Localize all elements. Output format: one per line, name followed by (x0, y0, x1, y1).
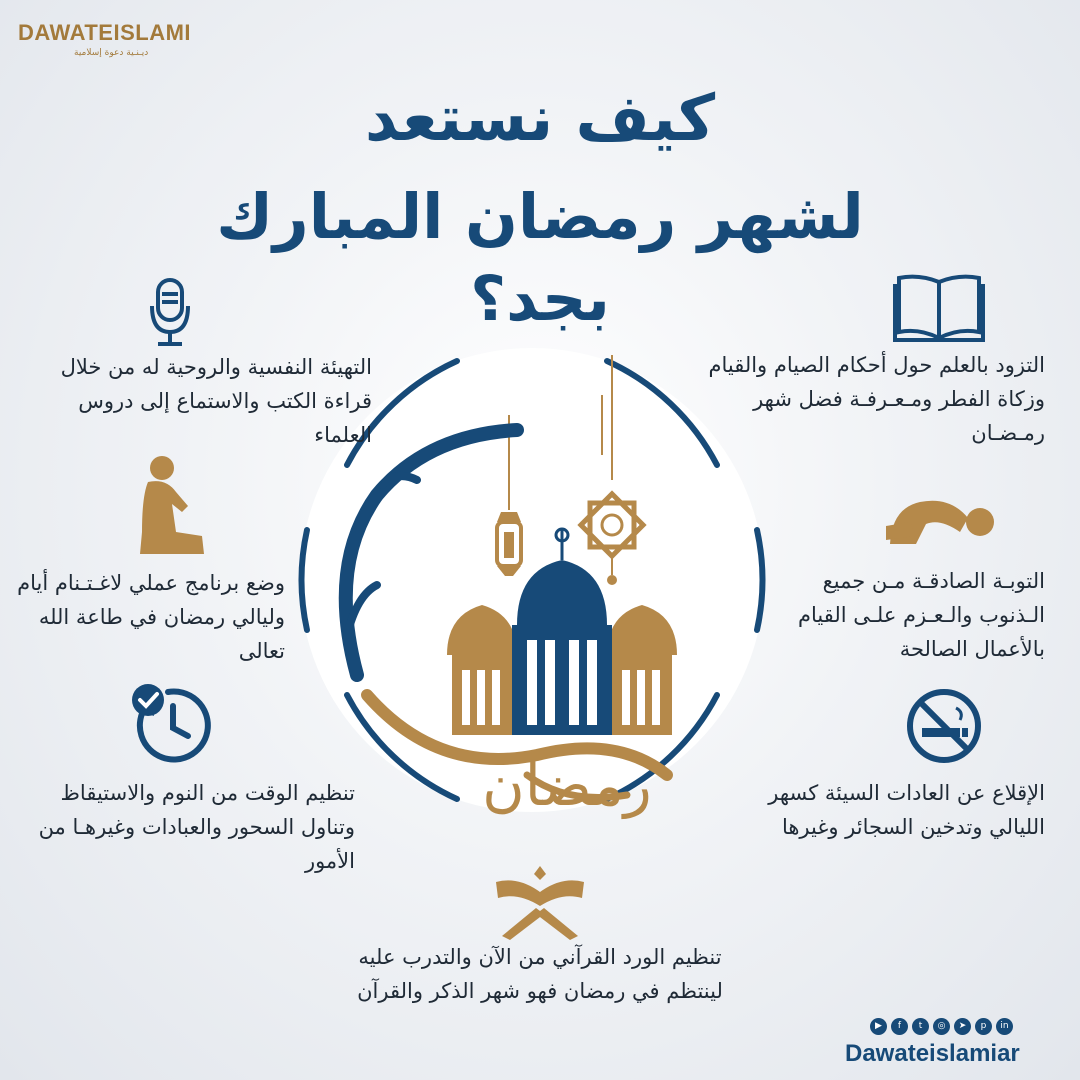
open-book-icon (893, 272, 985, 344)
brand-logo (18, 18, 192, 62)
prostration-icon (880, 478, 1000, 550)
quran-stand-icon (488, 862, 592, 940)
knowledge-text: التزود بالعلم حول أحكام الصيام والقيام وزكاة الفطر ومـعـرفـة فضل شهر رمـضـان (708, 353, 1045, 445)
youtube-icon[interactable]: ▶ (870, 1018, 887, 1035)
repentance-text: التوبـة الصادقـة مـن جميع الـذنوب والـعـزم علـى القيام بالأعمال الصالحة (797, 569, 1045, 661)
page-title-line-1: كيف نستعد (364, 82, 716, 156)
microphone-icon (148, 276, 192, 348)
clock-check-icon (128, 680, 218, 770)
habits-text: الإقلاع عن العادات السيئة كسهر الليالي وتدخين السجائر وغيرها (768, 781, 1045, 839)
logo-tagline: ديـنـية دعوة إسلامية (74, 48, 149, 58)
praying-person-icon (136, 452, 208, 560)
facebook-icon[interactable]: f (891, 1018, 908, 1035)
twitter-icon[interactable]: t (912, 1018, 929, 1035)
ramadan-calligraphy-text: رمضان (482, 751, 652, 819)
quran-text: تنظيم الورد القرآني من الآن والتدرب عليه لينتظم في رمضان فهو شهر الذكر والقرآن (357, 945, 723, 1003)
program-text: وضع برنامج عملي لاغـتـنام أيام وليالي رمضان في طاعة الله تعالى (17, 571, 285, 663)
spiritual-text: التهيئة النفسية والروحية له من خلال قراءة الكتب والاستماع إلى دروس العلماء (60, 355, 372, 447)
time-text: تنظيم الوقت من النوم والاستيقاظ وتناول السحور والعبادات وغيرهـا من الأمور (38, 781, 355, 873)
social-icons-row (870, 1018, 1013, 1035)
logo-brand-text: DAWATEISLAMI (18, 20, 192, 45)
instagram-icon[interactable]: ◎ (933, 1018, 950, 1035)
social-handle[interactable]: Dawateislamiar (845, 1040, 1020, 1067)
linkedin-icon[interactable]: in (996, 1018, 1013, 1035)
no-smoking-icon (904, 686, 984, 766)
telegram-icon[interactable]: ➤ (954, 1018, 971, 1035)
page-title-line-2: لشهر رمضان المبارك بجد؟ (216, 180, 864, 335)
pinterest-icon[interactable]: p (975, 1018, 992, 1035)
